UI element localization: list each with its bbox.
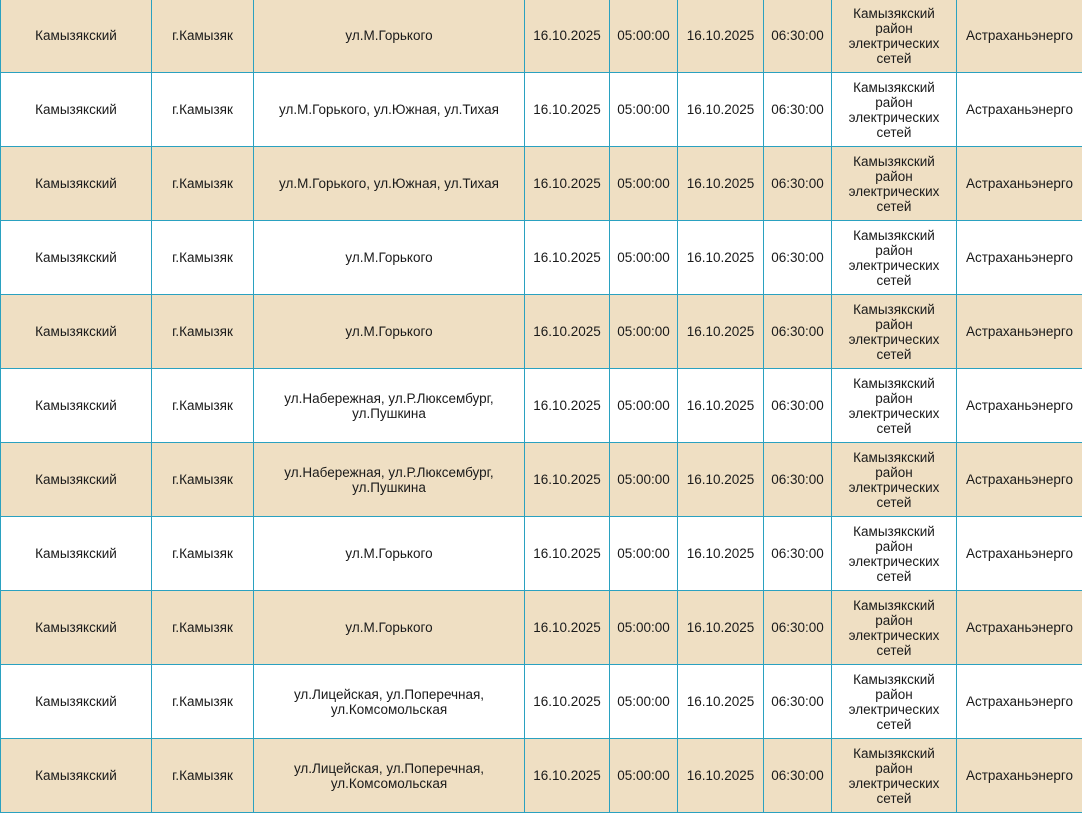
organization-cell: Астраханьэнерго [957,591,1082,665]
table-row [1,221,1082,295]
end-date-cell: 16.10.2025 [678,221,764,295]
city-cell: г.Камызяк [152,517,254,591]
grid-district-cell: Камызякский район электрических сетей [832,517,957,591]
organization-cell: Астраханьэнерго [957,147,1082,221]
streets-cell: ул.Набережная, ул.Р.Люксембург, ул.Пушкина [254,443,525,517]
city-cell: г.Камызяк [152,221,254,295]
grid-district-cell: Камызякский район электрических сетей [832,739,957,813]
grid-district-cell: Камызякский район электрических сетей [832,0,957,73]
start-date-cell: 16.10.2025 [525,295,610,369]
table-row [1,443,1082,517]
start-date-cell: 16.10.2025 [525,369,610,443]
table-row [1,295,1082,369]
city-cell: г.Камызяк [152,591,254,665]
start-time-cell: 05:00:00 [610,369,678,443]
start-date-cell: 16.10.2025 [525,591,610,665]
grid-district-cell: Камызякский район электрических сетей [832,221,957,295]
start-date-cell: 16.10.2025 [525,739,610,813]
district-cell: Камызякский [1,591,152,665]
grid-district-cell: Камызякский район электрических сетей [832,665,957,739]
start-date-cell: 16.10.2025 [525,147,610,221]
grid-district-cell: Камызякский район электрических сетей [832,369,957,443]
start-time-cell: 05:00:00 [610,443,678,517]
district-cell: Камызякский [1,443,152,517]
end-date-cell: 16.10.2025 [678,369,764,443]
district-cell: Камызякский [1,73,152,147]
end-date-cell: 16.10.2025 [678,295,764,369]
table-row [1,73,1082,147]
streets-cell: ул.М.Горького, ул.Южная, ул.Тихая [254,147,525,221]
district-cell: Камызякский [1,147,152,221]
organization-cell: Астраханьэнерго [957,517,1082,591]
table-row [1,739,1082,813]
end-date-cell: 16.10.2025 [678,73,764,147]
end-time-cell: 06:30:00 [764,369,832,443]
start-date-cell: 16.10.2025 [525,0,610,73]
city-cell: г.Камызяк [152,443,254,517]
streets-cell: ул.М.Горького, ул.Южная, ул.Тихая [254,73,525,147]
start-time-cell: 05:00:00 [610,665,678,739]
start-time-cell: 05:00:00 [610,73,678,147]
end-date-cell: 16.10.2025 [678,443,764,517]
city-cell: г.Камызяк [152,73,254,147]
city-cell: г.Камызяк [152,147,254,221]
end-date-cell: 16.10.2025 [678,739,764,813]
streets-cell: ул.Набережная, ул.Р.Люксембург, ул.Пушкина [254,369,525,443]
district-cell: Камызякский [1,665,152,739]
start-time-cell: 05:00:00 [610,147,678,221]
grid-district-cell: Камызякский район электрических сетей [832,591,957,665]
end-date-cell: 16.10.2025 [678,147,764,221]
streets-cell: ул.М.Горького [254,591,525,665]
end-date-cell: 16.10.2025 [678,517,764,591]
streets-cell: ул.М.Горького [254,221,525,295]
start-time-cell: 05:00:00 [610,739,678,813]
organization-cell: Астраханьэнерго [957,73,1082,147]
start-date-cell: 16.10.2025 [525,73,610,147]
table-row [1,147,1082,221]
end-time-cell: 06:30:00 [764,295,832,369]
district-cell: Камызякский [1,739,152,813]
district-cell: Камызякский [1,221,152,295]
table-row [1,591,1082,665]
city-cell: г.Камызяк [152,665,254,739]
streets-cell: ул.Лицейская, ул.Поперечная, ул.Комсомольская [254,739,525,813]
table-row [1,369,1082,443]
start-time-cell: 05:00:00 [610,591,678,665]
district-cell: Камызякский [1,369,152,443]
organization-cell: Астраханьэнерго [957,739,1082,813]
end-time-cell: 06:30:00 [764,443,832,517]
end-time-cell: 06:30:00 [764,591,832,665]
start-date-cell: 16.10.2025 [525,517,610,591]
end-time-cell: 06:30:00 [764,73,832,147]
organization-cell: Астраханьэнерго [957,443,1082,517]
streets-cell: ул.М.Горького [254,517,525,591]
table-row [1,517,1082,591]
organization-cell: Астраханьэнерго [957,221,1082,295]
start-time-cell: 05:00:00 [610,221,678,295]
district-cell: Камызякский [1,517,152,591]
start-time-cell: 05:00:00 [610,517,678,591]
district-cell: Камызякский [1,295,152,369]
start-time-cell: 05:00:00 [610,0,678,73]
table-row [1,0,1082,73]
end-date-cell: 16.10.2025 [678,665,764,739]
table-row [1,665,1082,739]
start-time-cell: 05:00:00 [610,295,678,369]
streets-cell: ул.М.Горького [254,295,525,369]
start-date-cell: 16.10.2025 [525,665,610,739]
end-time-cell: 06:30:00 [764,147,832,221]
organization-cell: Астраханьэнерго [957,0,1082,73]
organization-cell: Астраханьэнерго [957,369,1082,443]
city-cell: г.Камызяк [152,369,254,443]
start-date-cell: 16.10.2025 [525,443,610,517]
end-date-cell: 16.10.2025 [678,0,764,73]
grid-district-cell: Камызякский район электрических сетей [832,147,957,221]
streets-cell: ул.Лицейская, ул.Поперечная, ул.Комсомольская [254,665,525,739]
start-date-cell: 16.10.2025 [525,221,610,295]
grid-district-cell: Камызякский район электрических сетей [832,295,957,369]
end-time-cell: 06:30:00 [764,665,832,739]
city-cell: г.Камызяк [152,739,254,813]
end-time-cell: 06:30:00 [764,0,832,73]
grid-district-cell: Камызякский район электрических сетей [832,73,957,147]
grid-district-cell: Камызякский район электрических сетей [832,443,957,517]
organization-cell: Астраханьэнерго [957,295,1082,369]
end-time-cell: 06:30:00 [764,221,832,295]
streets-cell: ул.М.Горького [254,0,525,73]
end-time-cell: 06:30:00 [764,739,832,813]
city-cell: г.Камызяк [152,0,254,73]
end-time-cell: 06:30:00 [764,517,832,591]
city-cell: г.Камызяк [152,295,254,369]
end-date-cell: 16.10.2025 [678,591,764,665]
organization-cell: Астраханьэнерго [957,665,1082,739]
district-cell: Камызякский [1,0,152,73]
